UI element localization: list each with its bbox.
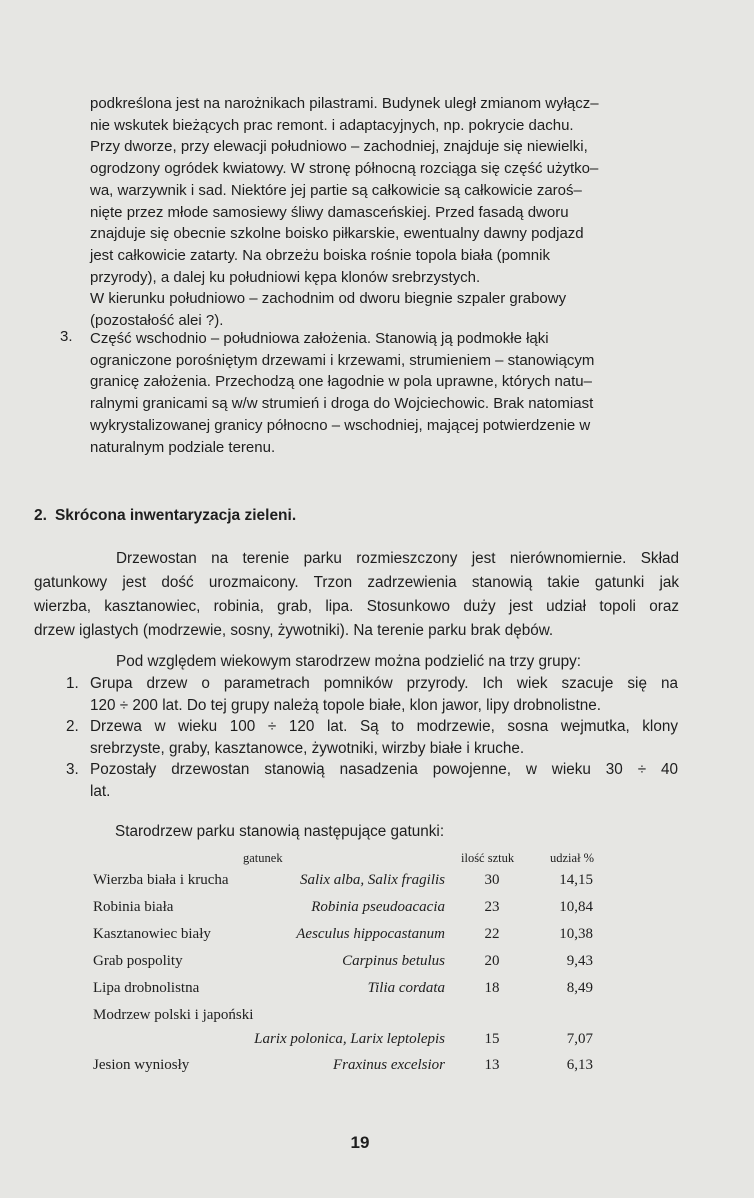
count-cell: 22 <box>484 926 500 942</box>
share-cell: 6,13 <box>566 1057 593 1073</box>
text-line: nie wskutek bieżących prac remont. i adaptacyjnych, np. pokrycie dachu. <box>90 116 574 134</box>
continuation-paragraph <box>90 93 670 332</box>
share-cell: 8,49 <box>566 980 593 996</box>
table-row <box>93 926 613 953</box>
list-number: 1. <box>66 675 79 692</box>
latin-name: Aesculus hippocastanum <box>296 926 445 942</box>
list-item-text <box>90 716 678 760</box>
table-row <box>93 1057 613 1084</box>
table-intro: Starodrzew parku stanowią następujące gatunki: <box>115 823 445 840</box>
count-cell: 15 <box>484 1031 500 1047</box>
text-line: znajduje się obecnie szkolne boisko piłkarskie, ewentualny dawny podjazd <box>90 225 584 243</box>
text-line: (pozostałość alei ?). <box>90 312 224 330</box>
latin-name: Carpinus betulus <box>342 953 445 969</box>
list-number: 3. <box>66 761 79 778</box>
section-heading <box>34 507 296 525</box>
header-count: ilość sztuk <box>461 851 515 865</box>
text-line: 120 ÷ 200 lat. Do tej grupy należą topole białe, klon jawor, lipy drobnolistne. <box>90 697 601 714</box>
text-line: ograniczone porośniętym drzewami i krzewami, strumieniem – stanowiącym <box>90 351 595 369</box>
list-item-text <box>90 759 678 803</box>
text-line: ogrodzony ogródek kwiatowy. W stronę północną rozciąga się część użytko– <box>90 160 599 178</box>
share-cell: 10,84 <box>559 899 593 915</box>
text-line: W kierunku południowo – zachodnim od dworu biegnie szpaler grabowy <box>90 290 567 308</box>
text-line: Pod względem wiekowym starodrzew można podzielić na trzy grupy: <box>116 653 582 670</box>
polish-name: Modrzew polski i japoński <box>93 1007 254 1023</box>
share-cell: 14,15 <box>559 872 593 888</box>
text-line: przyrody), a dalej ku południowi kępa klonów srebrzystych. <box>90 268 481 286</box>
table-row <box>93 1007 613 1057</box>
table-row <box>93 899 613 926</box>
polish-name: Jesion wyniosły <box>93 1057 190 1073</box>
polish-name: Kasztanowiec biały <box>93 926 211 942</box>
latin-name: Robinia pseudoacacia <box>311 899 445 915</box>
body-paragraph <box>34 547 679 643</box>
count-cell: 30 <box>484 872 500 888</box>
groups-intro <box>34 650 679 674</box>
text-line: lat. <box>90 783 111 800</box>
section-number: 2. <box>34 507 47 524</box>
page-number: 19 <box>350 1133 370 1152</box>
count-cell: 13 <box>484 1057 500 1073</box>
list-item-text <box>90 328 670 458</box>
polish-name: Grab pospolity <box>93 953 183 969</box>
polish-name: Wierzba biała i krucha <box>93 872 229 888</box>
polish-name: Lipa drobnolistna <box>93 980 200 996</box>
header-share: udział % <box>550 851 595 865</box>
text-line: podkreślona jest na narożnikach pilastrami. Budynek uległ zmianom wyłącz– <box>90 95 599 112</box>
latin-name: Tilia cordata <box>367 980 445 996</box>
text-line: srebrzyste, graby, kasztanowce, żywotniki, wirzby białe i kruche. <box>90 740 525 757</box>
text-line: gatunkowy jest dość urozmaicony. Trzon zadrzewienia stanowią takie gatunki jak <box>34 574 679 591</box>
count-cell: 23 <box>484 899 500 915</box>
text-line: Część wschodnio – południowa założenia. Stanowią ją podmokłe łąki <box>90 330 549 347</box>
text-line: naturalnym podziale terenu. <box>90 438 276 456</box>
species-table <box>93 848 613 1084</box>
latin-name: Salix alba, Salix fragilis <box>300 872 445 888</box>
text-line: jest całkowicie zatarty. Na obrzeżu boiska rośnie topola biała (pomnik <box>90 246 550 264</box>
header-species: gatunek <box>243 851 283 865</box>
section-title: Skrócona inwentaryzacja zieleni. <box>54 507 297 524</box>
text-line: granicę założenia. Przechodzą one łagodnie w pola uprawne, których natu– <box>90 373 592 391</box>
text-line: wykrystalizowanej granicy północno – wschodniej, mającej potwierdzenie w <box>90 416 591 434</box>
table-row <box>93 872 613 899</box>
text-line: wierzba, kasztanowiec, robinia, grab, lipa. Stosunkowo duży jest udział topoli oraz <box>34 598 679 615</box>
share-cell: 9,43 <box>566 953 593 969</box>
list-item-text <box>90 673 678 717</box>
latin-name: Larix polonica, Larix leptolepis <box>254 1031 445 1047</box>
list-number: 3. <box>60 328 73 345</box>
text-line: Drzewa w wieku 100 ÷ 120 lat. Są to modrzewie, sosna wejmutka, klony <box>90 718 678 735</box>
text-line: Pozostały drzewostan stanowią nasadzenia powojenne, w wieku 30 ÷ 40 <box>90 761 678 778</box>
table-row <box>93 980 613 1007</box>
share-cell: 10,38 <box>559 926 593 942</box>
polish-name: Robinia biała <box>93 899 174 915</box>
count-cell: 18 <box>484 980 500 996</box>
text-line: Grupa drzew o parametrach pomników przyrody. Ich wiek szacuje się na <box>90 675 678 692</box>
text-line: Przy dworze, przy elewacji południowo – zachodniej, znajduje się niewielki, <box>90 138 588 156</box>
text-line: ralnymi granicami są w/w strumień i droga do Wojciechowic. Brak natomiast <box>90 395 594 413</box>
count-cell: 20 <box>484 953 500 969</box>
text-line: Drzewostan na terenie parku rozmieszczony jest nierównomiernie. Skład <box>116 550 679 567</box>
table-header <box>93 848 613 872</box>
latin-name: Fraxinus excelsior <box>332 1057 445 1073</box>
text-line: wa, warzywnik i sad. Niektóre jej partie są całkowicie są całkowicie zaroś– <box>90 181 582 199</box>
table-row <box>93 953 613 980</box>
text-line: drzew iglastych (modrzewie, sosny, żywotniki). Na terenie parku brak dębów. <box>34 622 554 639</box>
share-cell: 7,07 <box>566 1031 593 1047</box>
list-number: 2. <box>66 718 79 735</box>
text-line: nięte przez młode samosiewy śliwy damasceńskiej. Przed fasadą dworu <box>90 203 569 221</box>
